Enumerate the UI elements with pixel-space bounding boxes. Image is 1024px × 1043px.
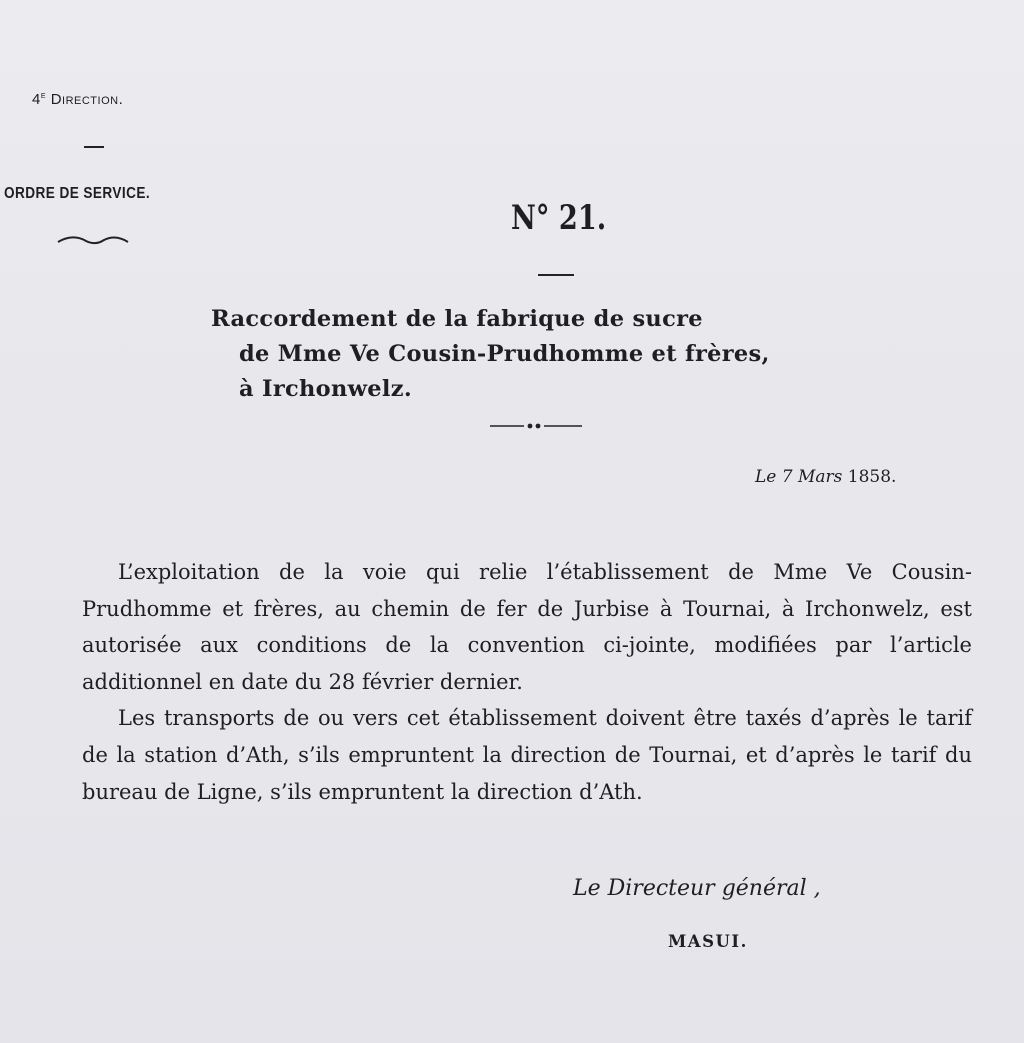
- direction-label: 4e Direction.: [32, 90, 124, 108]
- title-line-3: à Irchonwelz.: [239, 376, 412, 402]
- signature-name: MASUI.: [668, 932, 748, 951]
- document-body: [82, 554, 972, 810]
- order-number: N° 21.: [511, 198, 607, 238]
- document-title: [211, 302, 770, 407]
- title-line-1: Raccordement de la fabrique de sucre: [211, 306, 703, 332]
- order-of-service-label: ORDRE DE SERVICE.: [4, 185, 151, 202]
- swirl-ornament-icon: [56, 234, 130, 248]
- title-dash: [538, 274, 574, 276]
- divider-ornament-icon: [488, 420, 584, 432]
- header-dash: [84, 146, 104, 148]
- document-date: Le 7 Mars 1858.: [755, 467, 897, 487]
- title-line-2: de Mme Ve Cousin-Prudhomme et frères,: [239, 341, 770, 367]
- body-paragraph-2: Les transports de ou vers cet établissement doivent être taxés d’après le tarif de la station d’Ath, s’ils empruntent la direction de Tournai, et d’après le tarif du bureau de Ligne, s’ils empruntent la direction d’Ath.: [82, 706, 972, 804]
- body-paragraph-1: L’exploitation de la voie qui relie l’établissement de Mme Ve Cousin-Prudhomme et frères, au chemin de fer de Jurbise à Tournai, à Irchonwelz, est autorisée aux conditions de la convention ci-jointe, modifiées par l’article additionnel en date du 28 février dernier.: [82, 560, 972, 694]
- signature-role: Le Directeur général ,: [573, 876, 821, 901]
